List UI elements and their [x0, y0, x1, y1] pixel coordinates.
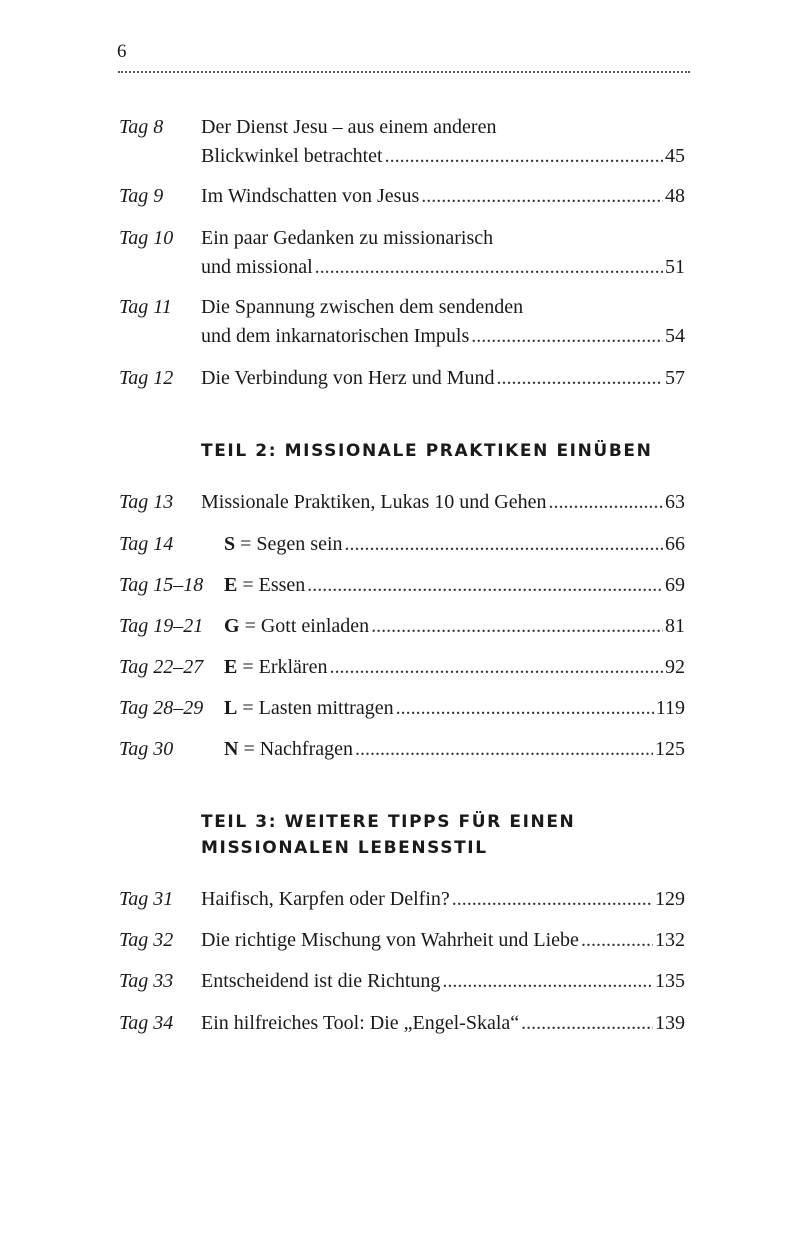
- toc-title-text: und dem inkarnatorischen Impuls: [201, 325, 470, 347]
- toc-day: Tag 19–21: [119, 615, 204, 637]
- toc-day: Tag 9: [119, 185, 164, 207]
- toc-page-number: 92: [665, 656, 685, 678]
- toc-title: [224, 694, 685, 723]
- toc-day: Tag 33: [119, 970, 174, 992]
- toc-title: [224, 653, 685, 682]
- toc-day: Tag 30: [119, 738, 174, 760]
- leader-dots: [452, 885, 653, 914]
- toc-day: Tag 14: [119, 533, 174, 555]
- toc-letter: E: [224, 574, 238, 596]
- leader-dots: [307, 571, 663, 600]
- toc-title-text: = Essen: [237, 574, 306, 596]
- toc-day: Tag 11: [119, 296, 172, 318]
- toc-title-text: = Gott einladen: [239, 615, 370, 637]
- toc-title: [224, 571, 685, 600]
- toc-title-text: = Erklären: [237, 656, 328, 678]
- toc-page-number: 51: [665, 256, 685, 278]
- toc-page-number: 139: [655, 1012, 685, 1034]
- toc-page-number: 119: [655, 697, 685, 719]
- toc-title: [201, 182, 685, 211]
- toc-day: Tag 12: [119, 367, 174, 389]
- toc-page-number: 54: [665, 325, 685, 347]
- toc-letter: L: [224, 697, 238, 719]
- toc-letter: S: [224, 533, 236, 555]
- toc-day: Tag 13: [119, 491, 174, 513]
- leader-dots: [396, 694, 654, 723]
- toc-title-line1: Die Spannung zwischen dem sendenden: [201, 296, 524, 318]
- toc-title-text: Ein hilfreiches Tool: Die „Engel-Skala“: [201, 1012, 520, 1034]
- page-number: 6: [117, 41, 127, 62]
- toc-title-line1: Ein paar Gedanken zu missionarisch: [201, 227, 494, 249]
- section-heading: TEIL 3: WEITERE TIPPS FÜR EINEN: [201, 812, 576, 832]
- toc-title: [201, 1009, 685, 1038]
- toc-title-text: Entscheidend ist die Richtung: [201, 970, 441, 992]
- toc-title-text: = Lasten mittragen: [237, 697, 394, 719]
- toc-day: Tag 32: [119, 929, 174, 951]
- toc-letter: E: [224, 656, 238, 678]
- leader-dots: [315, 253, 663, 282]
- leader-dots: [471, 322, 663, 351]
- toc-page-number: 135: [655, 970, 685, 992]
- toc-day: Tag 15–18: [119, 574, 204, 596]
- toc-title: [201, 926, 685, 955]
- toc-title: [201, 967, 685, 996]
- leader-dots: [345, 530, 664, 559]
- section-heading: TEIL 2: MISSIONALE PRAKTIKEN EINÜBEN: [201, 441, 653, 461]
- toc-title: [201, 293, 685, 351]
- leader-dots: [581, 926, 653, 955]
- leader-dots: [355, 735, 653, 764]
- toc-title-text: Haifisch, Karpfen oder Delfin?: [201, 888, 450, 910]
- toc-title: [224, 530, 685, 559]
- toc-title-text: Die richtige Mischung von Wahrheit und Liebe: [201, 929, 579, 951]
- toc-page-number: 66: [665, 533, 685, 555]
- toc-title: [201, 113, 685, 171]
- toc-day: Tag 28–29: [119, 697, 204, 719]
- toc-day: Tag 10: [119, 227, 174, 249]
- toc-title: [201, 885, 685, 914]
- section-heading-line2: MISSIONALEN LEBENSSTIL: [201, 838, 488, 858]
- toc-title: [201, 488, 685, 517]
- toc-day: Tag 22–27: [119, 656, 204, 678]
- toc-page-number: 132: [655, 929, 685, 951]
- leader-dots: [385, 142, 663, 171]
- toc-title-text: = Segen sein: [235, 533, 343, 555]
- leader-dots: [521, 1009, 653, 1038]
- toc-page-number: 125: [655, 738, 685, 760]
- leader-dots: [329, 653, 663, 682]
- toc-title: [224, 735, 685, 764]
- toc-page-number: 129: [655, 888, 685, 910]
- toc-letter: G: [224, 615, 240, 637]
- toc-page-number: 57: [665, 367, 685, 389]
- toc-title-text: Blickwinkel betrachtet: [201, 145, 383, 167]
- leader-dots: [442, 967, 653, 996]
- header-dotted-rule: [118, 71, 690, 73]
- toc-title-line1: Der Dienst Jesu – aus einem anderen: [201, 116, 497, 138]
- leader-dots: [421, 182, 663, 211]
- toc-page-number: 69: [665, 574, 685, 596]
- toc-title-text: = Nachfragen: [238, 738, 354, 760]
- toc-title-text: und missional: [201, 256, 313, 278]
- toc-title: [224, 612, 685, 641]
- toc-day: Tag 8: [119, 116, 164, 138]
- toc-page-number: 81: [665, 615, 685, 637]
- leader-dots: [549, 488, 664, 517]
- leader-dots: [496, 364, 663, 393]
- leader-dots: [371, 612, 663, 641]
- toc-page-number: 48: [665, 185, 685, 207]
- toc-title-text: Missionale Praktiken, Lukas 10 und Gehen: [201, 491, 547, 513]
- toc-day: Tag 31: [119, 888, 174, 910]
- toc-title-text: Im Windschatten von Jesus: [201, 185, 420, 207]
- toc-letter: N: [224, 738, 239, 760]
- toc-title-text: Die Verbindung von Herz und Mund: [201, 367, 495, 389]
- toc-page-number: 63: [665, 491, 685, 513]
- toc-day: Tag 34: [119, 1012, 174, 1034]
- toc-title: [201, 224, 685, 282]
- toc-page-number: 45: [665, 145, 685, 167]
- toc-title: [201, 364, 685, 393]
